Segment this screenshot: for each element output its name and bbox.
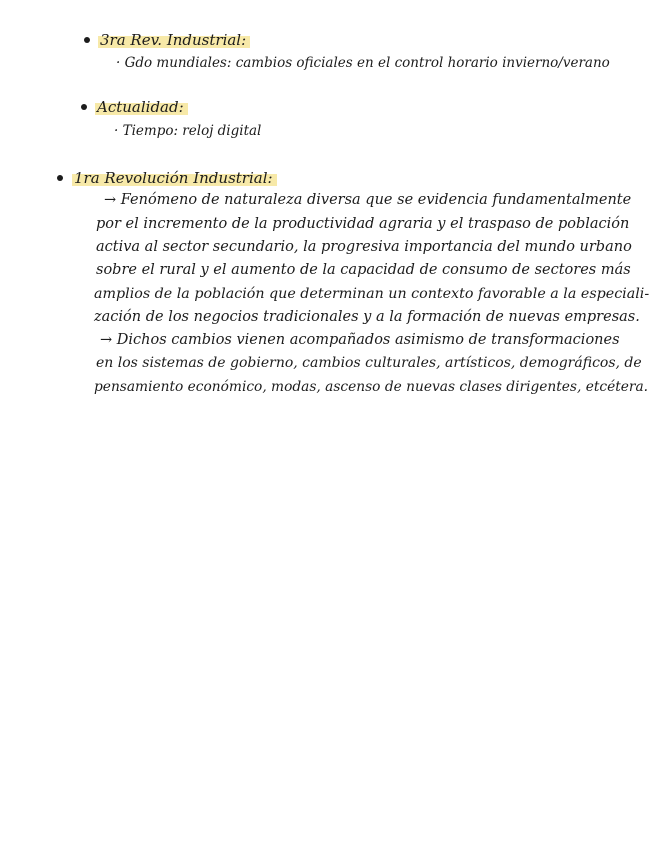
- paragraph-line: por el incremento de la productividad agraria y el traspaso de población: [96, 216, 630, 232]
- heading-1st-revolution: 1ra Revolución Industrial:: [72, 168, 277, 188]
- paragraph-line: → Dichos cambios vienen acompañados asimismo de transformaciones: [100, 332, 620, 348]
- paragraph-line: activa al sector secundario, la progresiva importancia del mundo urbano: [96, 239, 632, 255]
- heading-3rd-revolution: 3ra Rev. Industrial:: [98, 30, 250, 50]
- heading-current: Actualidad:: [95, 97, 188, 117]
- note-line-current-item: · Tiempo: reloj digital: [114, 123, 262, 139]
- bullet-dot: [57, 175, 63, 181]
- bullet-dot: [81, 104, 87, 110]
- paragraph-line: amplios de la población que determinan un contexto favorable a la especiali-: [94, 286, 650, 302]
- paragraph-line: sobre el rural y el aumento de la capacidad de consumo de sectores más: [96, 262, 631, 278]
- bullet-dot: [84, 37, 90, 43]
- paragraph-line: en los sistemas de gobierno, cambios culturales, artísticos, demográficos, de: [96, 355, 642, 371]
- paragraph-line: zación de los negocios tradicionales y a la formación de nuevas empresas.: [94, 309, 640, 325]
- paragraph-line: pensamiento económico, modas, ascenso de nuevas clases dirigentes, etcétera.: [94, 379, 649, 395]
- paragraph-line: → Fenómeno de naturaleza diversa que se evidencia fundamentalmente: [104, 192, 632, 208]
- note-line-3rd-item: · Gdo mundiales: cambios oficiales en el control horario invierno/verano: [116, 55, 610, 71]
